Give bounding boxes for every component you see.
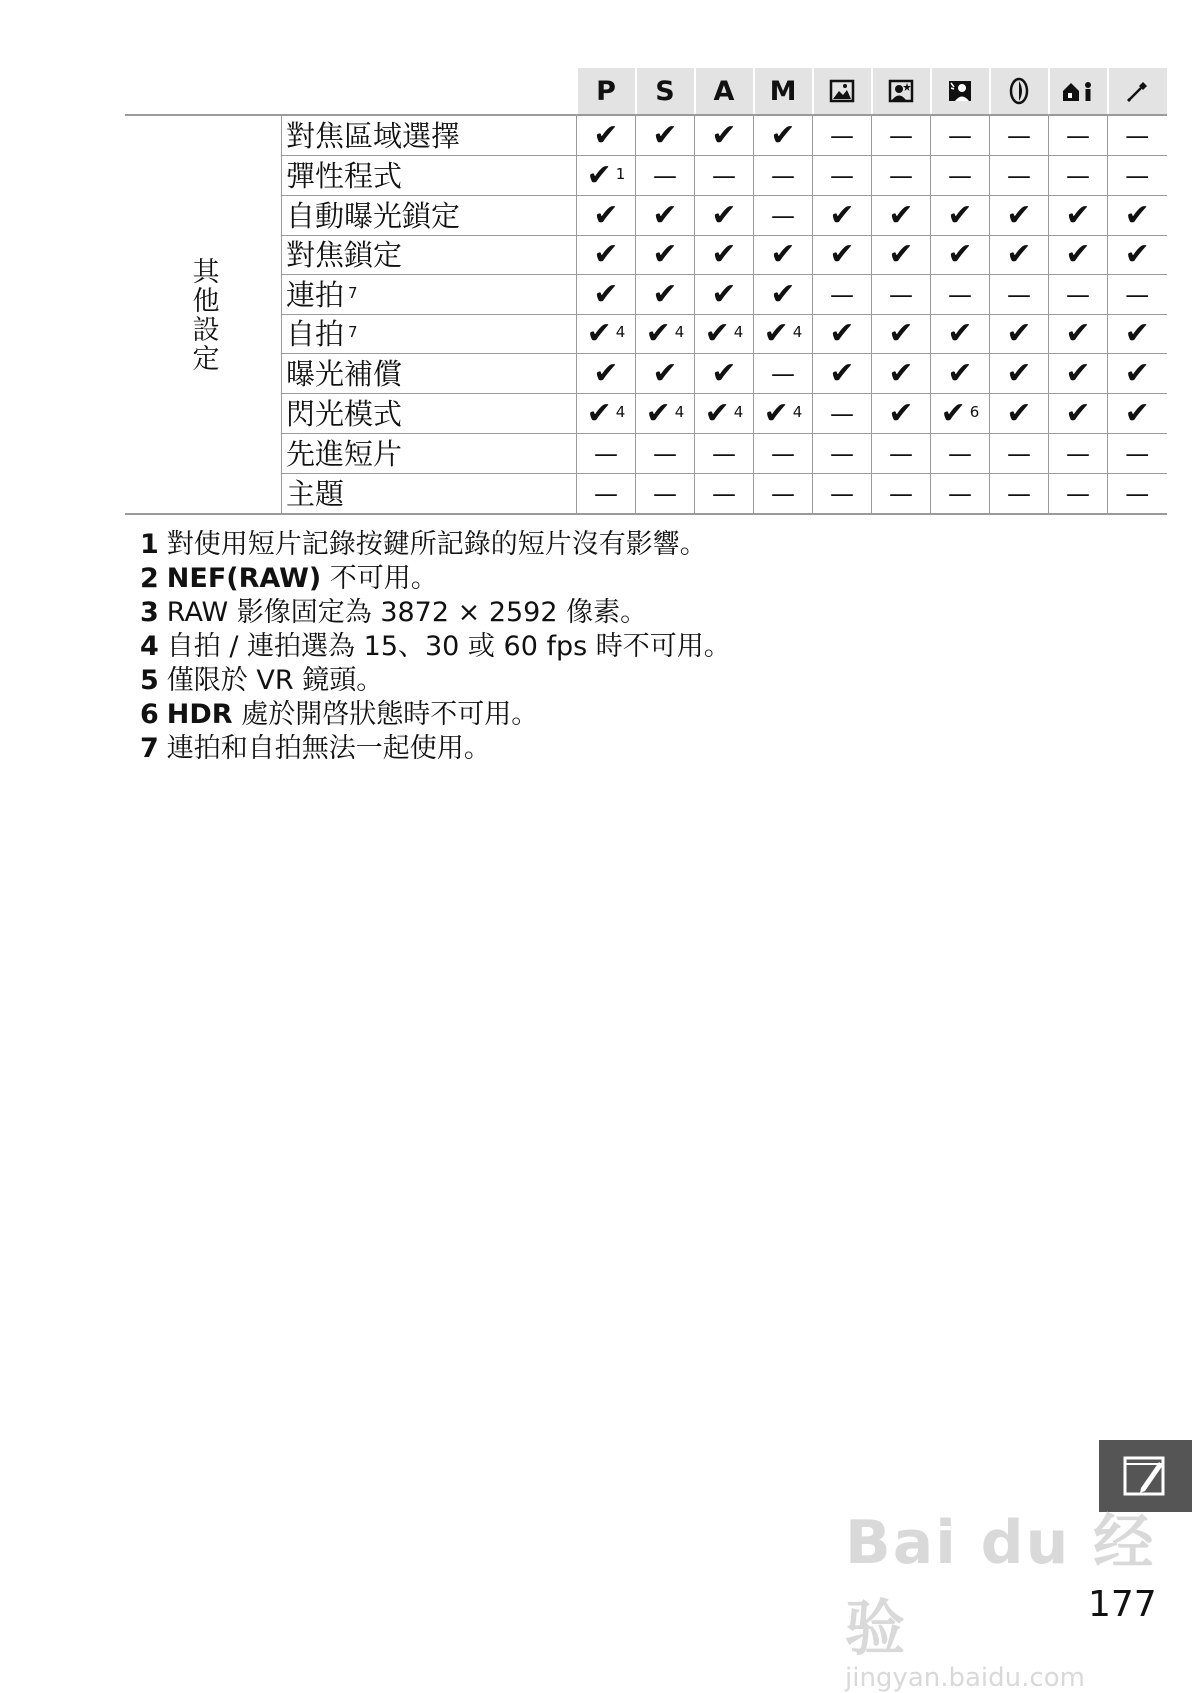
check-mark: ✔ xyxy=(829,316,855,351)
table-row xyxy=(125,196,1167,236)
table-cell xyxy=(636,434,695,474)
footnote-text: 連拍和自拍無法一起使用。 xyxy=(166,733,491,764)
check-mark: ✔ xyxy=(652,355,678,391)
table-cell xyxy=(990,394,1049,434)
table-cell xyxy=(1049,275,1108,315)
row-label-footnote-ref: 7 xyxy=(348,323,358,341)
table-cell xyxy=(577,354,636,394)
check-mark: ✔ xyxy=(1006,197,1032,233)
row-label-text: 自拍 xyxy=(286,317,345,351)
table-cell xyxy=(695,196,754,236)
row-label xyxy=(282,196,577,236)
table-cell xyxy=(754,474,813,515)
footnote-number: 2 xyxy=(140,563,159,594)
check-mark: ✔ xyxy=(763,316,789,351)
check-mark: ✔ xyxy=(593,117,619,153)
table-cell xyxy=(990,315,1049,354)
table-cell xyxy=(1108,156,1167,196)
table-cell xyxy=(695,354,754,394)
check-mark: ✔ xyxy=(652,197,678,233)
check-mark: ✔ xyxy=(829,197,855,233)
footnote-item xyxy=(140,630,731,664)
table-cell xyxy=(577,434,636,474)
table-cell xyxy=(577,115,636,156)
table-cell xyxy=(636,236,695,275)
table-cell xyxy=(872,434,931,474)
table-cell xyxy=(813,115,872,156)
check-mark: ✔ xyxy=(888,197,914,233)
settings-table-container xyxy=(125,68,1167,515)
table-cell xyxy=(1049,156,1108,196)
not-available-dash: — xyxy=(712,440,736,468)
cell-footnote-ref: 6 xyxy=(969,402,980,421)
table-header-row xyxy=(125,68,1167,115)
table-cell xyxy=(1049,315,1108,354)
not-available-dash: — xyxy=(1125,122,1150,150)
table-row xyxy=(125,115,1167,156)
not-available-dash: — xyxy=(1125,480,1150,508)
cell-footnote-ref: 4 xyxy=(792,402,803,421)
table-cell xyxy=(931,115,990,156)
column-header-a: A xyxy=(695,68,754,115)
not-available-dash: — xyxy=(830,440,854,468)
check-mark: ✔ xyxy=(711,355,737,391)
check-mark: ✔ xyxy=(704,395,730,431)
row-label-text: 閃光模式 xyxy=(286,396,403,431)
not-available-dash: — xyxy=(771,162,795,190)
cell-footnote-ref: 4 xyxy=(792,323,803,341)
table-cell xyxy=(695,434,754,474)
cell-footnote-ref: 1 xyxy=(615,164,626,183)
row-label-text: 先進短片 xyxy=(286,436,403,471)
check-mark: ✔ xyxy=(888,316,914,351)
check-mark: ✔ xyxy=(1065,316,1091,351)
check-mark: ✔ xyxy=(1065,395,1091,431)
table-cell xyxy=(931,156,990,196)
check-mark: ✔ xyxy=(763,395,789,431)
table-cell xyxy=(813,236,872,275)
table-cell xyxy=(1049,354,1108,394)
table-row xyxy=(125,474,1167,515)
row-label-text: 彈性程式 xyxy=(286,158,403,193)
not-available-dash: — xyxy=(1125,162,1150,190)
column-header-p: P xyxy=(577,68,636,115)
settings-table xyxy=(125,68,1167,515)
footnote-number: 7 xyxy=(140,733,159,764)
table-cell xyxy=(872,315,931,354)
not-available-dash: — xyxy=(948,440,972,468)
table-cell xyxy=(813,315,872,354)
cell-footnote-ref: 4 xyxy=(674,323,685,341)
table-cell xyxy=(636,275,695,315)
not-available-dash: — xyxy=(1007,480,1031,508)
cell-footnote-ref: 4 xyxy=(733,402,744,421)
check-mark: ✔ xyxy=(1006,395,1032,431)
check-mark: ✔ xyxy=(1006,237,1032,272)
cell-footnote-ref: 4 xyxy=(674,402,685,421)
row-label xyxy=(282,156,577,196)
check-mark: ✔ xyxy=(645,395,671,431)
table-cell xyxy=(990,196,1049,236)
footnote-text: 僅限於 VR 鏡頭。 xyxy=(166,665,384,696)
not-available-dash: — xyxy=(653,480,677,508)
table-cell xyxy=(754,354,813,394)
table-cell xyxy=(636,156,695,196)
table-cell xyxy=(636,115,695,156)
watermark-logo: Bai du 经验 xyxy=(845,1508,1156,1664)
cell-footnote-ref: 4 xyxy=(615,323,626,341)
check-mark: ✔ xyxy=(704,316,730,351)
check-mark: ✔ xyxy=(711,197,737,233)
table-cell xyxy=(577,474,636,515)
table-cell xyxy=(813,196,872,236)
not-available-dash: — xyxy=(1066,162,1090,190)
table-cell xyxy=(695,474,754,515)
row-label xyxy=(282,394,577,434)
table-cell xyxy=(813,474,872,515)
table-cell xyxy=(990,434,1049,474)
watermark-url: jingyan.baidu.com xyxy=(845,1663,1085,1693)
check-mark: ✔ xyxy=(1124,395,1150,431)
table-cell xyxy=(754,394,813,434)
table-row xyxy=(125,315,1167,354)
table-cell xyxy=(695,315,754,354)
row-label-footnote-ref: 7 xyxy=(348,283,358,302)
footnotes xyxy=(140,528,731,766)
table-cell xyxy=(754,196,813,236)
footnote-text: 對使用短片記錄按鍵所記錄的短片沒有影響。 xyxy=(166,529,707,560)
table-cell xyxy=(1108,196,1167,236)
check-mark: ✔ xyxy=(593,355,619,391)
check-mark: ✔ xyxy=(1124,355,1150,391)
table-cell xyxy=(872,236,931,275)
not-available-dash: — xyxy=(1007,122,1031,150)
row-label-text: 對焦鎖定 xyxy=(286,238,403,272)
not-available-dash: — xyxy=(771,360,795,388)
table-cell xyxy=(872,156,931,196)
table-cell xyxy=(990,474,1049,515)
table-cell xyxy=(1049,394,1108,434)
row-label-text: 對焦區域選擇 xyxy=(286,118,461,153)
scene-night-portrait-icon xyxy=(872,68,931,115)
check-mark: ✔ xyxy=(1124,316,1150,351)
not-available-dash: — xyxy=(594,440,618,468)
table-cell xyxy=(636,315,695,354)
table-cell xyxy=(990,354,1049,394)
check-mark: ✔ xyxy=(593,197,619,233)
check-mark: ✔ xyxy=(711,237,737,272)
table-cell xyxy=(754,236,813,275)
table-cell xyxy=(931,434,990,474)
check-mark: ✔ xyxy=(593,237,619,272)
not-available-dash: — xyxy=(948,281,972,309)
table-cell xyxy=(754,275,813,315)
not-available-dash: — xyxy=(771,440,795,468)
check-mark: ✔ xyxy=(770,237,796,272)
table-cell xyxy=(1049,434,1108,474)
check-mark: ✔ xyxy=(888,237,914,272)
footnote-number: 4 xyxy=(140,631,159,662)
check-mark: ✔ xyxy=(711,117,737,153)
table-row xyxy=(125,354,1167,394)
not-available-dash: — xyxy=(653,440,677,468)
table-cell xyxy=(931,474,990,515)
table-cell xyxy=(1049,196,1108,236)
table-cell xyxy=(1049,115,1108,156)
not-available-dash: — xyxy=(948,480,972,508)
table-cell xyxy=(813,156,872,196)
table-cell xyxy=(1108,315,1167,354)
footnote-text: 自拍 / 連拍選為 15、30 或 60 fps 時不可用。 xyxy=(166,631,731,662)
footnote-item xyxy=(140,698,731,732)
table-cell xyxy=(872,275,931,315)
not-available-dash: — xyxy=(948,122,972,150)
table-cell xyxy=(872,474,931,515)
footnote-number: 6 xyxy=(140,699,159,730)
not-available-dash: — xyxy=(712,480,736,508)
check-mark: ✔ xyxy=(947,197,973,233)
check-mark: ✔ xyxy=(1006,316,1032,351)
check-mark: ✔ xyxy=(1124,197,1150,233)
table-cell xyxy=(577,196,636,236)
row-label xyxy=(282,275,577,315)
not-available-dash: — xyxy=(771,480,795,508)
check-mark: ✔ xyxy=(711,276,737,312)
table-cell xyxy=(577,275,636,315)
table-cell xyxy=(1108,275,1167,315)
table-cell xyxy=(990,236,1049,275)
table-cell xyxy=(1108,115,1167,156)
check-mark: ✔ xyxy=(1065,237,1091,272)
footnote-text: RAW 影像固定為 3872 × 2592 像素。 xyxy=(166,597,648,628)
table-row xyxy=(125,434,1167,474)
check-mark: ✔ xyxy=(1124,237,1150,272)
check-mark: ✔ xyxy=(947,316,973,351)
table-cell xyxy=(577,315,636,354)
not-available-dash: — xyxy=(1125,440,1150,468)
check-mark: ✔ xyxy=(1065,355,1091,391)
table-cell xyxy=(1108,354,1167,394)
table-cell xyxy=(636,354,695,394)
not-available-dash: — xyxy=(889,122,913,150)
not-available-dash: — xyxy=(1007,162,1031,190)
table-cell xyxy=(636,474,695,515)
row-label-text: 自動曝光鎖定 xyxy=(286,198,461,233)
table-cell xyxy=(754,156,813,196)
footnote-number: 5 xyxy=(140,665,159,696)
check-mark: ✔ xyxy=(652,117,678,153)
row-label xyxy=(282,115,577,156)
not-available-dash: — xyxy=(1066,480,1090,508)
table-cell xyxy=(931,354,990,394)
row-label xyxy=(282,236,577,275)
table-cell xyxy=(931,394,990,434)
not-available-dash: — xyxy=(830,281,854,309)
table-cell xyxy=(754,315,813,354)
table-cell xyxy=(1049,474,1108,515)
page-number: 177 xyxy=(1088,1584,1157,1625)
column-header-m: M xyxy=(754,68,813,115)
table-cell xyxy=(872,196,931,236)
not-available-dash: — xyxy=(1066,281,1090,309)
row-label-text: 主題 xyxy=(286,476,345,511)
table-row xyxy=(125,394,1167,434)
category-label-cell xyxy=(125,115,282,514)
table-cell xyxy=(636,394,695,434)
footnote-item xyxy=(140,528,731,562)
table-cell xyxy=(695,156,754,196)
check-mark: ✔ xyxy=(1006,355,1032,391)
not-available-dash: — xyxy=(889,440,913,468)
not-available-dash: — xyxy=(771,202,795,230)
table-cell xyxy=(990,115,1049,156)
table-cell xyxy=(577,156,636,196)
table-cell xyxy=(813,354,872,394)
check-mark: ✔ xyxy=(586,157,612,193)
header-blank xyxy=(125,68,577,115)
column-header-s: S xyxy=(636,68,695,115)
table-cell xyxy=(577,236,636,275)
check-mark: ✔ xyxy=(586,395,612,431)
row-label-text: 連拍 xyxy=(286,277,345,312)
creative-eyedropper-icon xyxy=(1108,68,1167,115)
pencil-notes-icon xyxy=(1119,1452,1171,1500)
check-mark: ✔ xyxy=(940,395,966,431)
check-mark: ✔ xyxy=(829,237,855,272)
not-available-dash: — xyxy=(653,162,677,190)
table-cell xyxy=(754,434,813,474)
check-mark: ✔ xyxy=(593,276,619,312)
table-cell xyxy=(754,115,813,156)
not-available-dash: — xyxy=(830,400,854,428)
table-cell xyxy=(813,394,872,434)
check-mark: ✔ xyxy=(770,117,796,153)
table-cell xyxy=(872,115,931,156)
not-available-dash: — xyxy=(1066,440,1090,468)
not-available-dash: — xyxy=(830,480,854,508)
table-cell xyxy=(813,275,872,315)
table-cell xyxy=(1108,434,1167,474)
table-cell xyxy=(577,394,636,434)
check-mark: ✔ xyxy=(652,276,678,312)
creative-selective-color-icon xyxy=(990,68,1049,115)
not-available-dash: — xyxy=(1007,281,1031,309)
table-row xyxy=(125,275,1167,315)
table-cell xyxy=(872,354,931,394)
table-cell xyxy=(872,394,931,434)
check-mark: ✔ xyxy=(888,355,914,391)
not-available-dash: — xyxy=(1007,440,1031,468)
check-mark: ✔ xyxy=(652,237,678,272)
table-cell xyxy=(695,394,754,434)
table-cell xyxy=(1108,394,1167,434)
row-label xyxy=(282,474,577,515)
table-cell xyxy=(813,434,872,474)
check-mark: ✔ xyxy=(947,355,973,391)
check-mark: ✔ xyxy=(888,395,914,431)
table-cell xyxy=(931,315,990,354)
table-row xyxy=(125,236,1167,275)
footnote-bold-term: HDR xyxy=(166,699,233,730)
check-mark: ✔ xyxy=(1065,197,1091,233)
check-mark: ✔ xyxy=(645,316,671,351)
not-available-dash: — xyxy=(889,480,913,508)
footnote-item xyxy=(140,596,731,630)
table-row xyxy=(125,156,1167,196)
scene-landscape-icon xyxy=(813,68,872,115)
row-label xyxy=(282,315,577,354)
table-cell xyxy=(990,275,1049,315)
not-available-dash: — xyxy=(594,480,618,508)
table-cell xyxy=(931,275,990,315)
creative-miniature-icon xyxy=(1049,68,1108,115)
table-cell xyxy=(1108,474,1167,515)
cell-footnote-ref: 4 xyxy=(615,402,626,421)
check-mark: ✔ xyxy=(770,276,796,312)
check-mark: ✔ xyxy=(829,355,855,391)
table-cell xyxy=(636,196,695,236)
check-mark: ✔ xyxy=(586,316,612,351)
footnote-bold-term: NEF(RAW) xyxy=(166,563,322,594)
footnote-item xyxy=(140,664,731,698)
table-cell xyxy=(695,236,754,275)
not-available-dash: — xyxy=(948,162,972,190)
footnote-text: 處於開啓狀態時不可用。 xyxy=(232,699,539,730)
row-label xyxy=(282,354,577,394)
row-label xyxy=(282,434,577,474)
row-label-text: 曝光補償 xyxy=(286,356,403,391)
category-label: 其他設定 xyxy=(187,256,219,373)
not-available-dash: — xyxy=(1125,281,1150,309)
not-available-dash: — xyxy=(889,162,913,190)
table-cell xyxy=(1108,236,1167,275)
table-cell xyxy=(1049,236,1108,275)
not-available-dash: — xyxy=(889,281,913,309)
footnote-item xyxy=(140,562,731,596)
footnote-number: 1 xyxy=(140,529,159,560)
footnote-item xyxy=(140,732,731,766)
table-cell xyxy=(931,236,990,275)
table-cell xyxy=(695,115,754,156)
check-mark: ✔ xyxy=(947,237,973,272)
not-available-dash: — xyxy=(712,162,736,190)
scene-backlight-icon xyxy=(931,68,990,115)
footnote-number: 3 xyxy=(140,597,159,628)
not-available-dash: — xyxy=(830,162,854,190)
table-body xyxy=(125,115,1167,514)
table-cell xyxy=(990,156,1049,196)
cell-footnote-ref: 4 xyxy=(733,323,744,341)
not-available-dash: — xyxy=(1066,122,1090,150)
table-cell xyxy=(931,196,990,236)
table-cell xyxy=(695,275,754,315)
footnote-text: 不可用。 xyxy=(321,563,438,594)
not-available-dash: — xyxy=(830,122,854,150)
